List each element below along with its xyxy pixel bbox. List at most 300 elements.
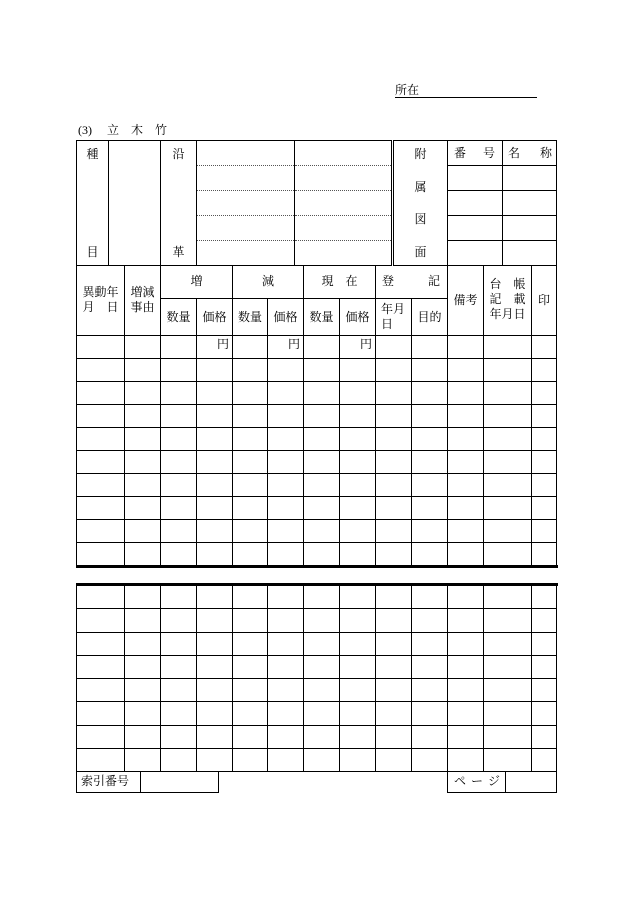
table-cell	[376, 335, 412, 358]
property-summary-table	[76, 140, 557, 266]
table-cell	[268, 450, 304, 473]
table-cell	[77, 473, 125, 496]
table-cell	[376, 404, 412, 427]
table-cell	[77, 404, 125, 427]
table-cell	[268, 586, 304, 609]
table-row	[77, 381, 557, 404]
table-cell	[376, 655, 412, 678]
table-row	[77, 748, 557, 771]
attached-drawings-char: 図	[414, 212, 427, 227]
ledger-entry-date-header-line: 年月日	[489, 307, 526, 322]
table-cell	[268, 609, 304, 632]
table-cell	[77, 655, 125, 678]
table-cell	[77, 542, 125, 565]
table-cell	[304, 609, 340, 632]
table-cell	[484, 473, 532, 496]
table-cell	[125, 725, 161, 748]
currency-unit: 円	[360, 336, 373, 351]
seal-header: 印	[532, 265, 557, 335]
table-cell	[448, 632, 484, 655]
table-cell	[448, 404, 484, 427]
table-cell	[77, 496, 125, 519]
history-line-cell	[295, 241, 393, 266]
table-cell	[233, 358, 268, 381]
table-cell	[340, 427, 376, 450]
table-cell	[340, 725, 376, 748]
change-reason-header	[125, 265, 161, 335]
table-cell	[532, 358, 557, 381]
table-cell	[268, 335, 304, 358]
table-cell	[125, 427, 161, 450]
table-cell	[161, 542, 197, 565]
table-cell	[376, 519, 412, 542]
table-cell	[197, 335, 233, 358]
table-cell	[448, 542, 484, 565]
current-price-header: 価格	[340, 298, 376, 335]
table-cell	[376, 609, 412, 632]
table-cell	[233, 381, 268, 404]
table-cell	[233, 496, 268, 519]
table-cell	[376, 473, 412, 496]
section-number: (3)	[78, 123, 92, 137]
table-cell	[197, 404, 233, 427]
table-cell	[532, 381, 557, 404]
table-cell	[376, 725, 412, 748]
table-cell	[304, 358, 340, 381]
history-line-cell	[197, 141, 295, 166]
table-cell	[412, 586, 448, 609]
table-cell	[532, 702, 557, 725]
continuation-table-body	[77, 586, 557, 772]
table-cell	[412, 655, 448, 678]
table-cell	[412, 632, 448, 655]
table-cell	[304, 473, 340, 496]
table-cell	[412, 679, 448, 702]
table-cell	[197, 586, 233, 609]
table-cell	[484, 358, 532, 381]
table-row	[77, 335, 557, 358]
table-cell	[376, 496, 412, 519]
registration-header-char: 記	[428, 274, 441, 289]
table-cell	[484, 725, 532, 748]
table-cell	[304, 725, 340, 748]
movement-table	[76, 265, 557, 566]
table-cell	[532, 473, 557, 496]
table-cell	[304, 586, 340, 609]
table-row	[77, 542, 557, 565]
table-cell	[340, 335, 376, 358]
remarks-header: 備考	[448, 265, 484, 335]
table-cell	[77, 519, 125, 542]
table-cell	[340, 632, 376, 655]
history-label-cell	[161, 141, 197, 266]
history-line-cell	[197, 166, 295, 191]
table-cell	[233, 632, 268, 655]
drawing-number-cell	[448, 216, 503, 241]
table-cell	[304, 655, 340, 678]
table-cell	[161, 496, 197, 519]
table-cell	[233, 702, 268, 725]
table-cell	[197, 542, 233, 565]
table-cell	[197, 496, 233, 519]
table-cell	[484, 748, 532, 771]
table-cell	[77, 702, 125, 725]
ledger-entry-date-header-line: 記 載	[489, 292, 526, 307]
registration-header-char: 登	[382, 274, 395, 289]
table-cell	[412, 519, 448, 542]
table-cell	[448, 609, 484, 632]
table-cell	[376, 427, 412, 450]
table-cell	[161, 381, 197, 404]
table-cell	[77, 609, 125, 632]
table-cell	[484, 609, 532, 632]
table-cell	[233, 586, 268, 609]
current-quantity-header: 数量	[304, 298, 340, 335]
table-cell	[412, 404, 448, 427]
table-cell	[125, 519, 161, 542]
page-label-char: ー	[470, 774, 483, 789]
table-cell	[448, 748, 484, 771]
table-cell	[376, 702, 412, 725]
table-row	[77, 519, 557, 542]
table-cell	[268, 427, 304, 450]
history-line-cell	[295, 166, 393, 191]
change-date-header-line: 異動年	[82, 284, 119, 299]
table-cell	[197, 632, 233, 655]
drawing-number-header	[448, 141, 503, 166]
table-cell	[268, 748, 304, 771]
table-cell	[412, 427, 448, 450]
table-cell	[77, 586, 125, 609]
table-cell	[304, 450, 340, 473]
table-cell	[340, 519, 376, 542]
table-cell	[77, 358, 125, 381]
table-cell	[448, 679, 484, 702]
table-cell	[233, 335, 268, 358]
table-cell	[77, 427, 125, 450]
page-box	[447, 771, 557, 793]
type-label-cell	[77, 141, 109, 266]
table-cell	[197, 748, 233, 771]
table-cell	[484, 679, 532, 702]
table-cell	[304, 748, 340, 771]
table-cell	[532, 725, 557, 748]
table-cell	[304, 404, 340, 427]
table-cell	[268, 381, 304, 404]
drawing-name-header	[503, 141, 557, 166]
table-cell	[125, 748, 161, 771]
table-cell	[197, 609, 233, 632]
index-number-value	[141, 771, 219, 792]
page-label-char: ジ	[487, 774, 500, 789]
table-cell	[376, 358, 412, 381]
table-cell	[161, 404, 197, 427]
currency-unit: 円	[217, 336, 230, 351]
table-cell	[484, 632, 532, 655]
table-cell	[233, 450, 268, 473]
table-cell	[125, 655, 161, 678]
table-cell	[268, 496, 304, 519]
history-line-cell	[295, 191, 393, 216]
type-label-char: 目	[86, 245, 99, 259]
table-cell	[376, 679, 412, 702]
table-cell	[161, 725, 197, 748]
change-reason-header-line: 事由	[130, 299, 155, 314]
registration-date-header-line: 年月	[381, 301, 406, 316]
table-cell	[532, 335, 557, 358]
registration-purpose-header: 目的	[412, 298, 448, 335]
table-cell	[448, 450, 484, 473]
table-cell	[340, 473, 376, 496]
table-cell	[197, 519, 233, 542]
table-cell	[484, 450, 532, 473]
table-row	[77, 358, 557, 381]
table-cell	[484, 542, 532, 565]
table-cell	[161, 586, 197, 609]
decrease-price-header: 価格	[268, 298, 304, 335]
table-row	[77, 679, 557, 702]
table-row	[448, 771, 557, 792]
table-cell	[340, 358, 376, 381]
page-number-value	[506, 771, 557, 792]
table-cell	[161, 450, 197, 473]
table-cell	[532, 519, 557, 542]
attached-drawings-char: 属	[414, 179, 427, 194]
table-row	[77, 473, 557, 496]
table-cell	[340, 496, 376, 519]
table-cell	[532, 427, 557, 450]
table-cell	[340, 655, 376, 678]
table-cell	[376, 381, 412, 404]
registration-header	[376, 265, 448, 298]
table-cell	[77, 748, 125, 771]
table-row	[77, 141, 557, 166]
drawing-number-cell	[448, 241, 503, 266]
table-cell	[233, 679, 268, 702]
table-cell	[532, 609, 557, 632]
table-cell	[233, 609, 268, 632]
index-number-box	[76, 771, 219, 793]
table-cell	[125, 702, 161, 725]
increase-quantity-header: 数量	[161, 298, 197, 335]
table-cell	[77, 335, 125, 358]
table-cell	[376, 542, 412, 565]
table-cell	[448, 496, 484, 519]
history-label-char: 沿	[172, 147, 185, 161]
drawing-name-cell	[503, 191, 557, 216]
table-cell	[125, 404, 161, 427]
history-line-cell	[295, 216, 393, 241]
table-cell	[77, 679, 125, 702]
table-cell	[197, 473, 233, 496]
table-cell	[304, 381, 340, 404]
history-line-cell	[197, 241, 295, 266]
section-title: 立 木 竹	[107, 123, 168, 137]
header-row	[77, 265, 557, 298]
table-cell	[197, 381, 233, 404]
table-row	[77, 586, 557, 609]
drawing-name-header-char: 名	[508, 146, 521, 160]
table-cell	[161, 609, 197, 632]
table-cell	[376, 450, 412, 473]
table-cell	[125, 586, 161, 609]
table-cell	[304, 679, 340, 702]
decrease-quantity-header: 数量	[233, 298, 268, 335]
table-cell	[161, 427, 197, 450]
table-cell	[268, 404, 304, 427]
table-cell	[376, 632, 412, 655]
table-cell	[161, 632, 197, 655]
table-cell	[125, 496, 161, 519]
table-cell	[412, 450, 448, 473]
increase-header: 増	[161, 265, 233, 298]
table-cell	[412, 381, 448, 404]
table-cell	[484, 586, 532, 609]
table-cell	[412, 702, 448, 725]
table-cell	[412, 542, 448, 565]
table-cell	[340, 748, 376, 771]
table-cell	[304, 542, 340, 565]
table-cell	[340, 450, 376, 473]
table-cell	[77, 450, 125, 473]
table-cell	[197, 655, 233, 678]
table-cell	[233, 655, 268, 678]
table-cell	[448, 725, 484, 748]
table-cell	[448, 519, 484, 542]
continuation-table	[76, 585, 557, 772]
table-cell	[161, 335, 197, 358]
drawing-number-cell	[448, 191, 503, 216]
table-row	[77, 655, 557, 678]
drawing-number-header-char: 番	[454, 146, 467, 160]
attached-drawings-char: 附	[414, 147, 427, 161]
history-line-cell	[197, 191, 295, 216]
table-cell	[448, 473, 484, 496]
table-cell	[340, 586, 376, 609]
table-cell	[448, 381, 484, 404]
table-cell	[532, 450, 557, 473]
drawing-name-header-char: 称	[539, 146, 552, 160]
table-cell	[161, 358, 197, 381]
table-cell	[197, 725, 233, 748]
table-cell	[376, 586, 412, 609]
table-cell	[161, 748, 197, 771]
table-cell	[197, 679, 233, 702]
page-label-char: ペ	[454, 774, 467, 789]
change-reason-header-line: 増減	[130, 284, 155, 299]
table-cell	[233, 473, 268, 496]
table-cell	[197, 427, 233, 450]
table-cell	[532, 586, 557, 609]
index-number-label: 索引番号	[77, 771, 141, 792]
table-cell	[268, 679, 304, 702]
table-cell	[340, 609, 376, 632]
table-cell	[197, 450, 233, 473]
table-row	[77, 609, 557, 632]
table-cell	[532, 748, 557, 771]
table-cell	[161, 655, 197, 678]
drawing-number-header-char: 号	[482, 146, 495, 160]
drawing-number-cell	[448, 166, 503, 191]
drawing-name-cell	[503, 216, 557, 241]
type-label-char: 種	[86, 147, 99, 161]
table-cell	[532, 655, 557, 678]
table-cell	[125, 358, 161, 381]
table-cell	[484, 427, 532, 450]
table-cell	[233, 404, 268, 427]
table-cell	[532, 542, 557, 565]
type-value-cell	[109, 141, 161, 266]
table-cell	[125, 381, 161, 404]
increase-price-header: 価格	[197, 298, 233, 335]
page-label-cell	[448, 771, 506, 792]
table-cell	[412, 748, 448, 771]
drawing-name-cell	[503, 241, 557, 266]
table-row	[77, 427, 557, 450]
table-cell	[484, 519, 532, 542]
table-cell	[268, 702, 304, 725]
table-cell	[161, 702, 197, 725]
table-cell	[448, 427, 484, 450]
currency-unit: 円	[288, 336, 301, 351]
table-cell	[448, 335, 484, 358]
table-cell	[197, 358, 233, 381]
table-cell	[268, 473, 304, 496]
table-cell	[340, 679, 376, 702]
drawing-name-cell	[503, 166, 557, 191]
table-cell	[304, 632, 340, 655]
table-cell	[532, 632, 557, 655]
history-line-cell	[295, 141, 393, 166]
section-divider-upper	[76, 565, 558, 568]
table-row	[77, 725, 557, 748]
table-cell	[340, 542, 376, 565]
table-cell	[532, 496, 557, 519]
table-cell	[77, 632, 125, 655]
table-cell	[448, 702, 484, 725]
ledger-entry-date-header-line: 台 帳	[489, 277, 526, 292]
table-cell	[484, 702, 532, 725]
table-cell	[484, 655, 532, 678]
table-cell	[484, 381, 532, 404]
table-row	[77, 702, 557, 725]
table-row	[77, 632, 557, 655]
table-cell	[412, 335, 448, 358]
table-cell	[532, 679, 557, 702]
table-cell	[268, 519, 304, 542]
table-cell	[484, 335, 532, 358]
movement-table-body	[77, 335, 557, 565]
registration-date-header	[376, 298, 412, 335]
location-label: 所在	[395, 83, 420, 97]
table-cell	[412, 496, 448, 519]
table-cell	[448, 358, 484, 381]
change-date-header-line: 月 日	[82, 299, 119, 314]
table-cell	[233, 725, 268, 748]
current-header: 現 在	[304, 265, 376, 298]
table-cell	[532, 404, 557, 427]
table-cell	[77, 381, 125, 404]
table-row	[77, 450, 557, 473]
change-date-header	[77, 265, 125, 335]
table-cell	[77, 725, 125, 748]
table-cell	[233, 748, 268, 771]
table-cell	[268, 725, 304, 748]
table-cell	[340, 381, 376, 404]
history-label-char: 革	[172, 245, 185, 259]
table-row	[77, 496, 557, 519]
table-cell	[125, 632, 161, 655]
